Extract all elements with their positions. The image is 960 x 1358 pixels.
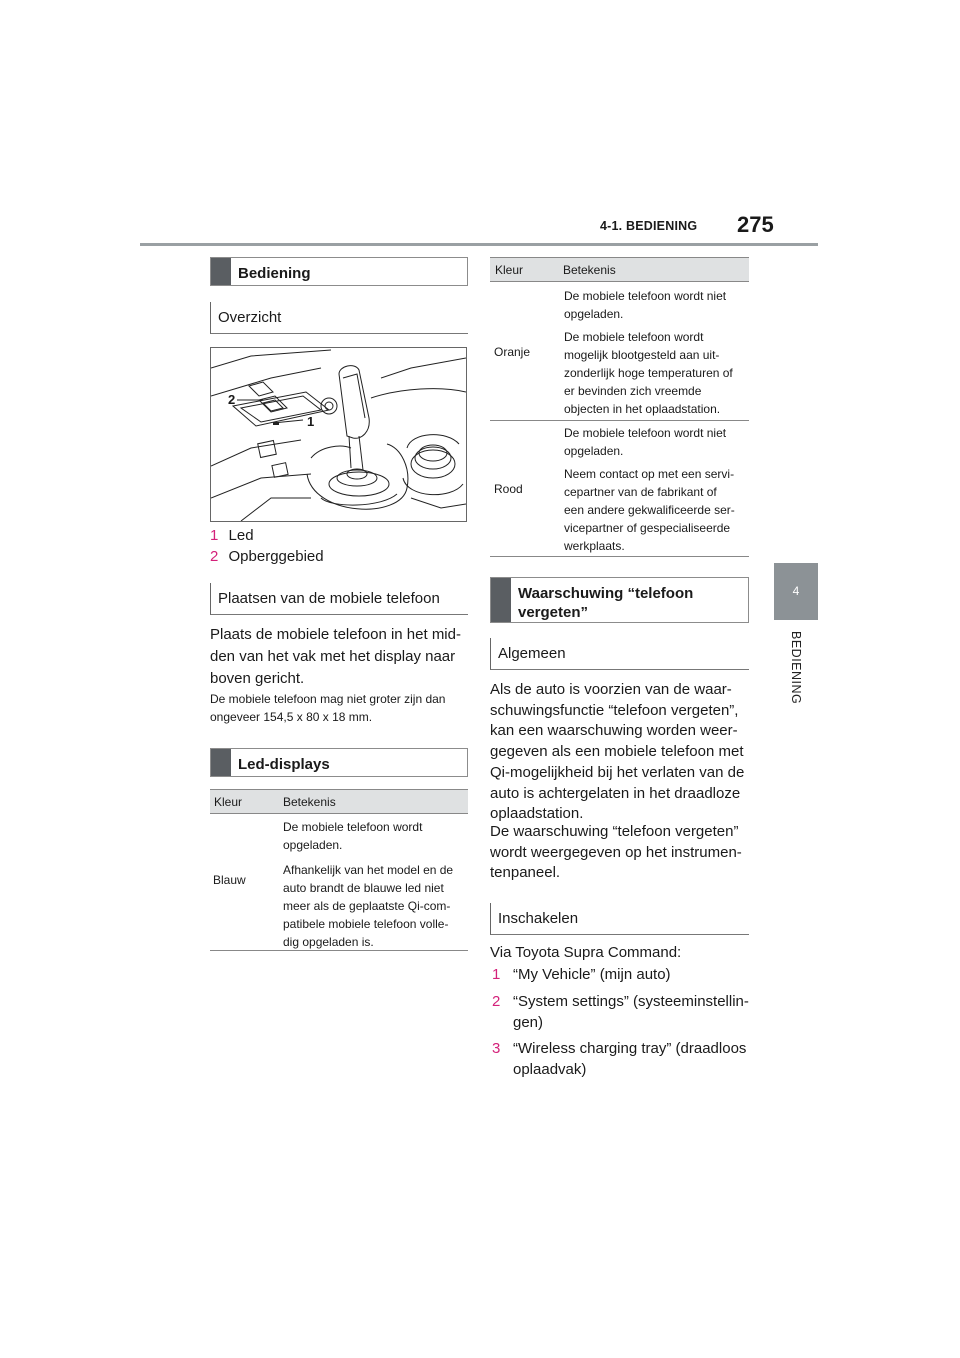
- step-text: [513, 1038, 760, 1080]
- table-rule: [490, 556, 749, 557]
- text-line: oplaadstation.: [490, 805, 584, 823]
- text-line: Als de auto is voorzien van de waar-: [490, 681, 732, 698]
- col-betekenis: Betekenis: [563, 263, 616, 277]
- legend-text: Opberggebied: [228, 548, 324, 565]
- text-line: cepartner van de fabrikant of: [564, 485, 717, 499]
- text-line: patibele mobiele telefoon volle-: [283, 917, 449, 931]
- text-line: De mobiele telefoon wordt: [283, 820, 423, 834]
- col-kleur: Kleur: [495, 263, 524, 277]
- col-kleur: Kleur: [214, 795, 243, 809]
- title-line: vergeten”: [518, 604, 589, 621]
- bediening-heading: [210, 257, 468, 286]
- text-line: er bevinden zich vreemde: [564, 384, 702, 398]
- heading-bar: [211, 258, 231, 285]
- text-line: schuwingsfunctie “telefoon vergeten”,: [490, 701, 739, 719]
- color-cell: Rood: [494, 482, 523, 496]
- step-item: [490, 1038, 760, 1080]
- text-line: gen): [513, 1014, 544, 1031]
- text-line: een andere gekwalificeerde ser-: [564, 503, 735, 517]
- text-line: opgeladen.: [564, 307, 624, 321]
- text-line: boven gericht.: [210, 670, 305, 687]
- section-title: 4-1. BEDIENING: [600, 219, 698, 233]
- header-rule: [140, 243, 818, 246]
- text-line: den van het vak met het display naar: [210, 648, 456, 665]
- color-cell: Blauw: [213, 873, 246, 887]
- size-note: [210, 690, 472, 726]
- step-text: [513, 964, 760, 986]
- legend-text: Led: [228, 527, 254, 544]
- step-item: [490, 964, 760, 986]
- algemeen-subheading: Algemeen: [490, 638, 749, 670]
- col-betekenis: Betekenis: [283, 795, 336, 809]
- text-line: ongeveer 154,5 x 80 x 18 mm.: [210, 710, 373, 724]
- overzicht-subheading: Overzicht: [210, 302, 468, 334]
- text-line: auto is achtergelaten in het draadloze: [490, 784, 741, 802]
- step-number: 2: [492, 993, 501, 1010]
- legend-item: [210, 525, 254, 547]
- text-line: vicepartner of gespecialiseerde: [564, 521, 731, 535]
- legend-number: 1: [210, 527, 219, 544]
- text-line: wordt weergegeven op het instrumen-: [490, 843, 742, 861]
- chapter-label-text: BEDIENING: [789, 631, 803, 705]
- heading-bar: [211, 749, 231, 776]
- text-line: auto brandt de blauwe led niet: [283, 881, 444, 895]
- chapter-tab: 4: [774, 563, 818, 620]
- page-number: 275: [737, 212, 774, 237]
- inschakelen-subheading: Inschakelen: [490, 903, 749, 935]
- text-line: werkplaats.: [564, 539, 625, 553]
- meaning-cell: [564, 424, 750, 555]
- table-rule: [210, 950, 468, 951]
- text-line: meer als de geplaatste Qi-com-: [283, 899, 451, 913]
- led-displays-title: Led-displays: [238, 756, 330, 773]
- text-line: Neem contact op met een servi-: [564, 467, 735, 481]
- text-line: objecten in het oplaadstation.: [564, 402, 721, 416]
- step-number: 3: [492, 1040, 501, 1057]
- text-line: oplaadvak): [513, 1061, 587, 1078]
- text-line: Afhankelijk van het model en de: [283, 863, 454, 877]
- warning-paragraph: [490, 822, 760, 884]
- text-line: De mobiele telefoon wordt niet: [564, 289, 727, 303]
- legend-item: [210, 546, 324, 568]
- text-line: “My Vehicle” (mijn auto): [513, 966, 671, 983]
- color-cell: Oranje: [494, 345, 531, 359]
- console-illustration: [211, 348, 466, 521]
- text-line: kan een waarschuwing worden weer-: [490, 722, 738, 740]
- meaning-cell: [564, 287, 750, 418]
- waarschuwing-title: [518, 584, 693, 622]
- console-figure: [210, 347, 467, 522]
- algemeen-paragraph: [490, 680, 760, 825]
- heading-bar: [491, 578, 511, 622]
- step-number: 1: [492, 966, 501, 983]
- step-item: [490, 991, 760, 1033]
- text-line: “Wireless charging tray” (draadloos: [513, 1040, 747, 1057]
- title-line: Waarschuwing “telefoon: [518, 585, 694, 602]
- text-line: mogelijk blootgesteld aan uit-: [564, 348, 720, 362]
- plaatsen-subheading: Plaatsen van de mobiele telefoon: [210, 583, 468, 615]
- plaatsen-paragraph: [210, 624, 472, 690]
- via-text: Via Toyota Supra Command:: [490, 944, 682, 961]
- table-header: [490, 257, 749, 282]
- text-line: opgeladen.: [564, 444, 624, 458]
- text-line: Plaats de mobiele telefoon in het mid-: [210, 626, 461, 643]
- table-rule: [490, 420, 749, 421]
- bediening-title: Bediening: [238, 265, 311, 282]
- text-line: De waarschuwing “telefoon vergeten”: [490, 823, 739, 840]
- led-displays-heading: [210, 748, 468, 777]
- text-line: “System settings” (systeeminstellin-: [513, 993, 749, 1010]
- text-line: De mobiele telefoon wordt niet: [564, 426, 727, 440]
- callout-2: 2: [228, 392, 236, 407]
- step-text: [513, 991, 760, 1033]
- text-line: dig opgeladen is.: [283, 935, 374, 949]
- text-line: Qi-mogelijkheid bij het verlaten van de: [490, 763, 745, 781]
- waarschuwing-heading: [490, 577, 749, 623]
- table-header: [210, 789, 468, 814]
- text-line: gegeven als een mobiele telefoon met: [490, 743, 744, 761]
- legend-number: 2: [210, 548, 219, 565]
- text-line: De mobiele telefoon mag niet groter zijn dan: [210, 692, 446, 706]
- text-line: zonderlijk hoge temperaturen of: [564, 366, 733, 380]
- text-line: De mobiele telefoon wordt: [564, 330, 704, 344]
- meaning-cell: [283, 818, 468, 951]
- text-line: opgeladen.: [283, 838, 343, 852]
- callout-1: 1: [307, 414, 315, 429]
- chapter-label: [765, 631, 825, 741]
- text-line: tenpaneel.: [490, 864, 561, 882]
